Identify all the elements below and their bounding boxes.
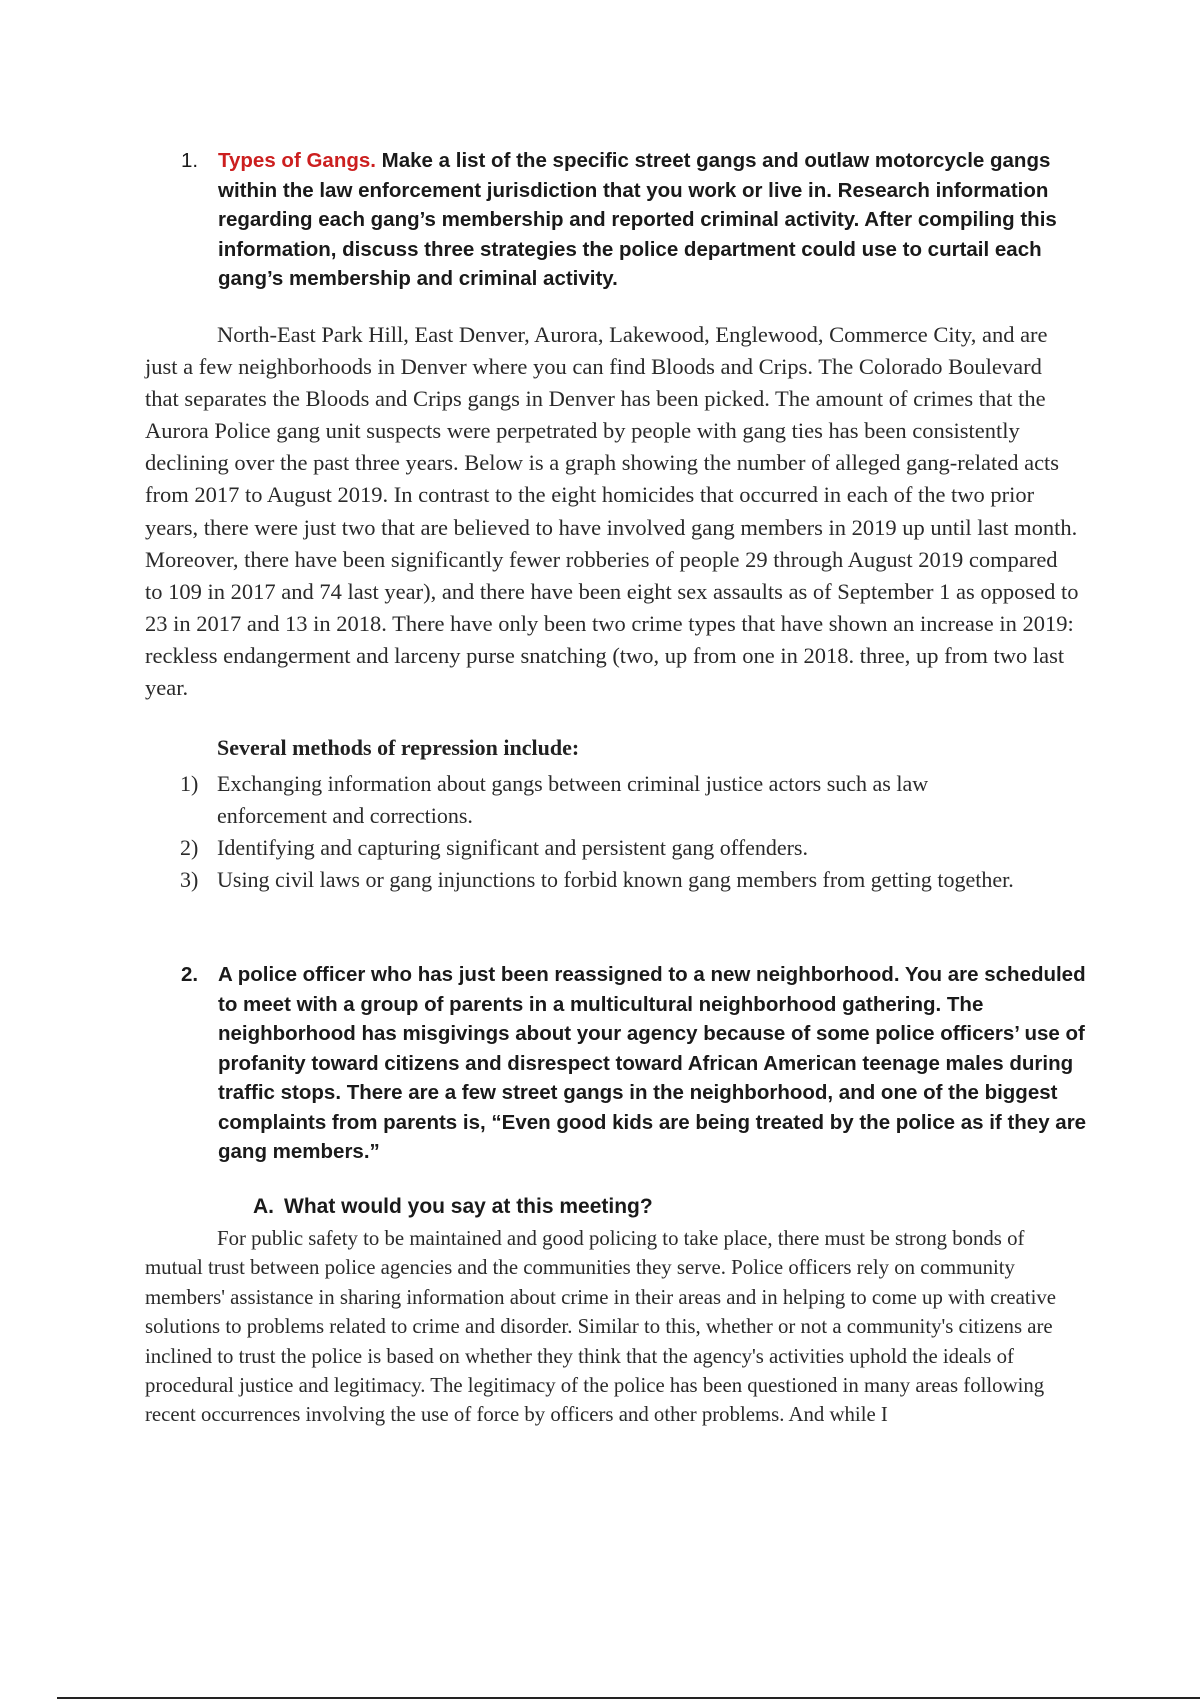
method-number: 2): [180, 835, 199, 860]
method-text: Exchanging information about gangs between criminal justice actors such as law enforcement and corrections.: [217, 771, 929, 828]
question-2-sub-a: [253, 1195, 653, 1219]
answer-2-paragraph: For public safety to be maintained and good policing to take place, there must be strong bonds of mutual trust between police agencies and the communities they serve. Police officers rely on community members' assistance in sharing information about crime in their areas and in helping to come up with creative solutions to problems related to crime and disorder. Similar to this, whether or not a community's citizens are inclined to trust the police is based on whether they think that the agency's activities uphold the ideals of procedural justice and legitimacy. The legitimacy of the police has been questioned in many areas following recent occurrences involving the use of force by officers and other problems. And while I: [145, 1227, 1057, 1427]
question-2: [181, 960, 1098, 1167]
sub-a-label: A.: [253, 1195, 274, 1218]
question-1: [181, 146, 1083, 294]
method-number: 1): [180, 771, 199, 796]
question-1-text: Make a list of the specific street gangs and outlaw motorcycle gangs within the law enforcement jurisdiction that you work or live in. Research information regarding each gang’s membership and reported criminal activity. After compiling this information, discuss three strategies the police department could use to curtail each gang’s membership and criminal activity.: [218, 149, 1057, 290]
question-1-number: 1.: [181, 149, 199, 172]
methods-list: [180, 768, 1037, 896]
question-2-text: A police officer who has just been reassigned to a new neighborhood. You are scheduled to meet with a group of parents in a multicultural neighborhood gathering. The neighborhood has misgivings about your agency because of some police officers’ use of profanity toward citizens and disrespect toward African American teenage males during traffic stops. There are a few street gangs in the neighborhood, and one of the biggest complaints from parents is, “Even good kids are being treated by the police as if they are gang members.”: [218, 963, 1087, 1163]
question-1-title: Types of Gangs.: [218, 149, 376, 172]
method-item: [180, 832, 1037, 864]
method-text: Identifying and capturing significant and persistent gang offenders.: [217, 835, 808, 860]
answer-1-paragraph: North-East Park Hill, East Denver, Aurora, Lakewood, Englewood, Commerce City, and are just a few neighborhoods in Denver where you can find Bloods and Crips. The Colorado Boulevard that separates the Bloods and Crips gangs in Denver has been picked. The amount of crimes that the Aurora Police gang unit suspects were perpetrated by people with gang ties has been consistently declining over the past three years. Below is a graph showing the number of alleged gang-related acts from 2017 to August 2019. In contrast to the eight homicides that occurred in each of the two prior years, there were just two that are believed to have involved gang members in 2019 up until last month. Moreover, there have been significantly fewer robberies of people 29 through August 2019 compared to 109 in 2017 and 74 last year), and there have been eight sex assaults as of September 1 as opposed to 23 in 2017 and 13 in 2018. There have only been two crime types that have shown an increase in 2019: reckless endangerment and larceny purse snatching (two, up from one in 2018. three, up from two last year.: [145, 322, 1079, 701]
methods-heading: Several methods of repression include:: [217, 735, 580, 760]
question-2-number: 2.: [181, 963, 199, 986]
sub-a-text: What would you say at this meeting?: [284, 1195, 653, 1218]
answer-2-paragraph-block: [145, 1224, 1080, 1430]
method-text: Using civil laws or gang injunctions to forbid known gang members from getting together.: [217, 867, 1014, 892]
method-number: 3): [180, 867, 199, 892]
footer-divider: [57, 1697, 1200, 1699]
method-item: [180, 864, 1037, 896]
answer-1-paragraph-block: [145, 319, 1080, 704]
method-item: [180, 768, 1037, 832]
